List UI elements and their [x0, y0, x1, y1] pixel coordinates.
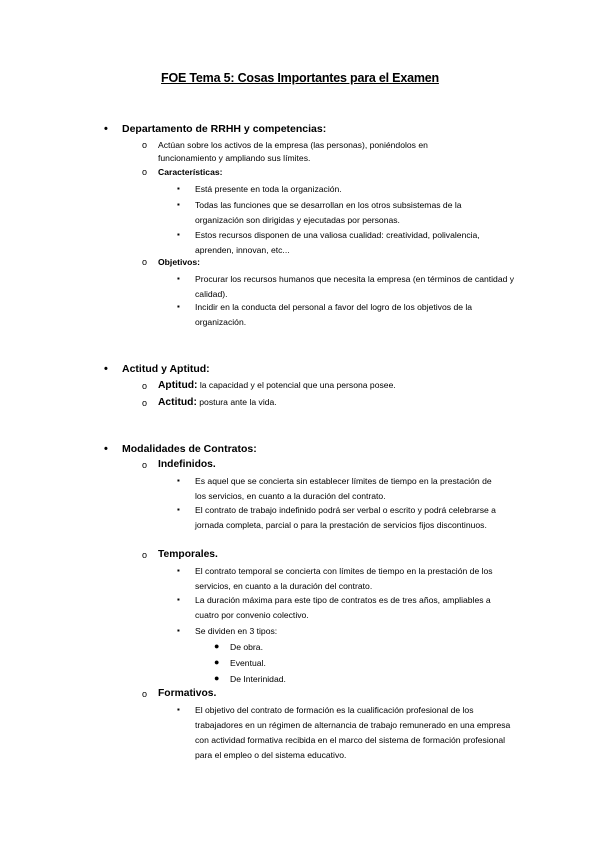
list-item [177, 228, 505, 258]
section-heading: Departamento de RRHH y competencias: [122, 123, 327, 135]
bullet-marker: o [142, 460, 148, 470]
list-item [177, 272, 520, 302]
list-item [177, 503, 525, 533]
bullet-marker: • [104, 443, 108, 455]
list-item [177, 198, 510, 228]
bullet-marker: ● [214, 673, 220, 683]
subheading-formativos: Formativos. [158, 688, 217, 699]
list-item [142, 256, 488, 269]
bullet-marker: o [142, 140, 148, 150]
list-item [177, 593, 505, 623]
list-item [177, 182, 525, 197]
list-item [177, 564, 505, 594]
caracteristica-text: Estos recursos disponen de una valiosa cualidad: creatividad, polivalencia, aprenden, innovan, etc... [195, 230, 480, 255]
subheading-caracteristicas: Características: [158, 167, 223, 177]
bullet-marker: ● [214, 657, 220, 667]
bullet-marker: o [142, 381, 148, 391]
objetivo-text: Incidir en la conducta del personal a favor del logro de los objetivos de la organización. [195, 302, 473, 327]
bullet-marker: • [104, 363, 108, 375]
list-item [142, 166, 488, 179]
list-item [142, 396, 498, 409]
bullet-marker: ▪ [177, 302, 180, 311]
bullet-marker: ▪ [177, 200, 180, 209]
list-item [142, 687, 488, 700]
indefinido-text: Es aquel que se concierta sin establecer límites de tiempo en la prestación de los servicios, en cuanto a la duración del contrato. [195, 476, 492, 501]
tipo-text: Eventual. [230, 658, 266, 668]
rrhh-intro: Actúan sobre los activos de la empresa (las personas), poniéndolos en funcionamiento y ampliando sus límites. [158, 140, 428, 163]
section-rrhh [104, 122, 327, 136]
indefinido-text: El contrato de trabajo indefinido podrá ser verbal o escrito y podrá celebrarse a jornada completa, parcial o para la prestación de servicios fijos discontinuos. [195, 505, 496, 530]
bullet-marker: ▪ [177, 566, 180, 575]
section-heading: Actitud y Aptitud: [122, 363, 210, 375]
aptitud-term: Aptitud: [158, 380, 198, 391]
subheading-temporales: Temporales. [158, 549, 218, 560]
temporal-text: Se dividen en 3 tipos: [195, 626, 278, 636]
temporal-text: El contrato temporal se concierta con límites de tiempo en la prestación de los servicios, en cuanto a la duración del contrato. [195, 566, 493, 591]
bullet-marker: ▪ [177, 274, 180, 283]
list-item [142, 458, 488, 471]
list-item [177, 624, 525, 639]
bullet-marker: ▪ [177, 705, 180, 714]
bullet-marker: ▪ [177, 184, 180, 193]
list-item [214, 672, 286, 687]
bullet-marker: ▪ [177, 505, 180, 514]
actitud-term: Actitud: [158, 397, 197, 408]
list-item [214, 640, 263, 655]
tipo-text: De Interinidad. [230, 674, 286, 684]
aptitud-definition: la capacidad y el potencial que una persona posee. [199, 380, 396, 390]
section-contratos [104, 442, 257, 456]
bullet-marker: o [142, 398, 148, 408]
bullet-marker: ▪ [177, 626, 180, 635]
bullet-marker: • [104, 123, 108, 135]
bullet-marker: ▪ [177, 476, 180, 485]
bullet-marker: o [142, 257, 148, 267]
list-item [142, 379, 498, 392]
list-item [142, 139, 483, 165]
caracteristica-text: Está presente en toda la organización. [195, 184, 342, 194]
subheading-objetivos: Objetivos: [158, 257, 201, 267]
subheading-indefinidos: Indefinidos. [158, 459, 216, 470]
actitud-definition: postura ante la vida. [199, 397, 277, 407]
objetivo-text: Procurar los recursos humanos que necesita la empresa (en términos de cantidad y calidad). [195, 274, 515, 299]
temporal-text: La duración máxima para este tipo de contratos es de tres años, ampliables a cuatro por convenio colectivo. [195, 595, 491, 620]
formativo-text: El objetivo del contrato de formación es la cualificación profesional de los trabajadores en un régimen de alternancia de trabajo remunerado en una empresa con actividad formativa recibida en el marco del sistema de formación profesional para el empleo o del sistema educativo. [195, 705, 511, 760]
list-item [214, 656, 266, 671]
bullet-marker: ▪ [177, 230, 180, 239]
list-item [177, 703, 520, 763]
list-item [177, 474, 505, 504]
section-actitud [104, 362, 210, 376]
bullet-marker: o [142, 689, 148, 699]
bullet-marker: o [142, 550, 148, 560]
bullet-marker: ● [214, 641, 220, 651]
section-heading: Modalidades de Contratos: [122, 443, 257, 455]
bullet-marker: ▪ [177, 595, 180, 604]
page-title: FOE Tema 5: Cosas Importantes para el Examen [161, 71, 439, 85]
caracteristica-text: Todas las funciones que se desarrollan en los otros subsistemas de la organización son dirigidas y ejecutadas por personas. [195, 200, 462, 225]
bullet-marker: o [142, 167, 148, 177]
list-item [177, 300, 520, 330]
list-item [142, 548, 488, 561]
tipo-text: De obra. [230, 642, 263, 652]
